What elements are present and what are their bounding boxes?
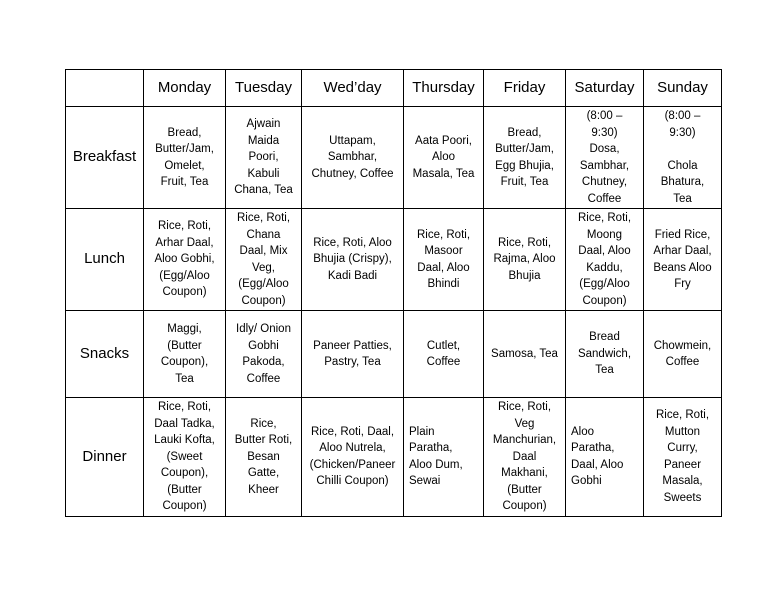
menu-cell: Aloo Paratha, Daal, Aloo Gobhi [566, 398, 644, 517]
menu-cell: Rice, Roti, Daal Tadka, Lauki Kofta, (Sweet Coupon), (Butter Coupon) [144, 398, 226, 517]
menu-cell: Rice, Roti, Chana Daal, Mix Veg, (Egg/Aloo Coupon) [226, 209, 302, 311]
menu-cell: Plain Paratha, Aloo Dum, Sewai [404, 398, 484, 517]
menu-cell: Idly/ Onion Gobhi Pakoda, Coffee [226, 311, 302, 398]
menu-cell: Samosa, Tea [484, 311, 566, 398]
menu-cell: Paneer Patties, Pastry, Tea [302, 311, 404, 398]
menu-cell: Bread Sandwich, Tea [566, 311, 644, 398]
menu-cell: Uttapam, Sambhar, Chutney, Coffee [302, 107, 404, 209]
meal-label-dinner: Dinner [66, 398, 144, 517]
meal-label-lunch: Lunch [66, 209, 144, 311]
table-row-snacks [66, 311, 722, 398]
table-row-lunch [66, 209, 722, 311]
menu-cell: Aata Poori, Aloo Masala, Tea [404, 107, 484, 209]
menu-cell: (8:00 – 9:30) Chola Bhatura, Tea [644, 107, 722, 209]
menu-cell: Chowmein, Coffee [644, 311, 722, 398]
day-header-tuesday: Tuesday [226, 70, 302, 107]
table-row-dinner [66, 398, 722, 517]
table-row-breakfast [66, 107, 722, 209]
menu-cell: Cutlet, Coffee [404, 311, 484, 398]
menu-cell: Rice, Roti, Daal, Aloo Nutrela, (Chicken/Paneer Chilli Coupon) [302, 398, 404, 517]
corner-cell [66, 70, 144, 107]
meal-label-breakfast: Breakfast [66, 107, 144, 209]
menu-cell: Rice, Roti, Masoor Daal, Aloo Bhindi [404, 209, 484, 311]
menu-cell: Rice, Roti, Aloo Bhujia (Crispy), Kadi Badi [302, 209, 404, 311]
menu-cell: Rice, Roti, Rajma, Aloo Bhujia [484, 209, 566, 311]
menu-cell: Rice, Roti, Mutton Curry, Paneer Masala, Sweets [644, 398, 722, 517]
menu-cell: Rice, Roti, Veg Manchurian, Daal Makhani, (Butter Coupon) [484, 398, 566, 517]
menu-cell: Maggi, (Butter Coupon), Tea [144, 311, 226, 398]
menu-cell: Rice, Butter Roti, Besan Gatte, Kheer [226, 398, 302, 517]
menu-cell: Rice, Roti, Moong Daal, Aloo Kaddu, (Egg/Aloo Coupon) [566, 209, 644, 311]
menu-cell: Fried Rice, Arhar Daal, Beans Aloo Fry [644, 209, 722, 311]
menu-cell: Ajwain Maida Poori, Kabuli Chana, Tea [226, 107, 302, 209]
day-header-saturday: Saturday [566, 70, 644, 107]
menu-cell: Bread, Butter/Jam, Omelet, Fruit, Tea [144, 107, 226, 209]
menu-cell: Bread, Butter/Jam, Egg Bhujia, Fruit, Tea [484, 107, 566, 209]
menu-cell: (8:00 – 9:30) Dosa, Sambhar, Chutney, Coffee [566, 107, 644, 209]
meal-label-snacks: Snacks [66, 311, 144, 398]
header-row [66, 70, 722, 107]
day-header-thursday: Thursday [404, 70, 484, 107]
weekly-menu-table [65, 69, 722, 517]
menu-cell: Rice, Roti, Arhar Daal, Aloo Gobhi, (Egg/Aloo Coupon) [144, 209, 226, 311]
day-header-monday: Monday [144, 70, 226, 107]
day-header-sunday: Sunday [644, 70, 722, 107]
day-header-friday: Friday [484, 70, 566, 107]
day-header-wednesday: Wed’day [302, 70, 404, 107]
